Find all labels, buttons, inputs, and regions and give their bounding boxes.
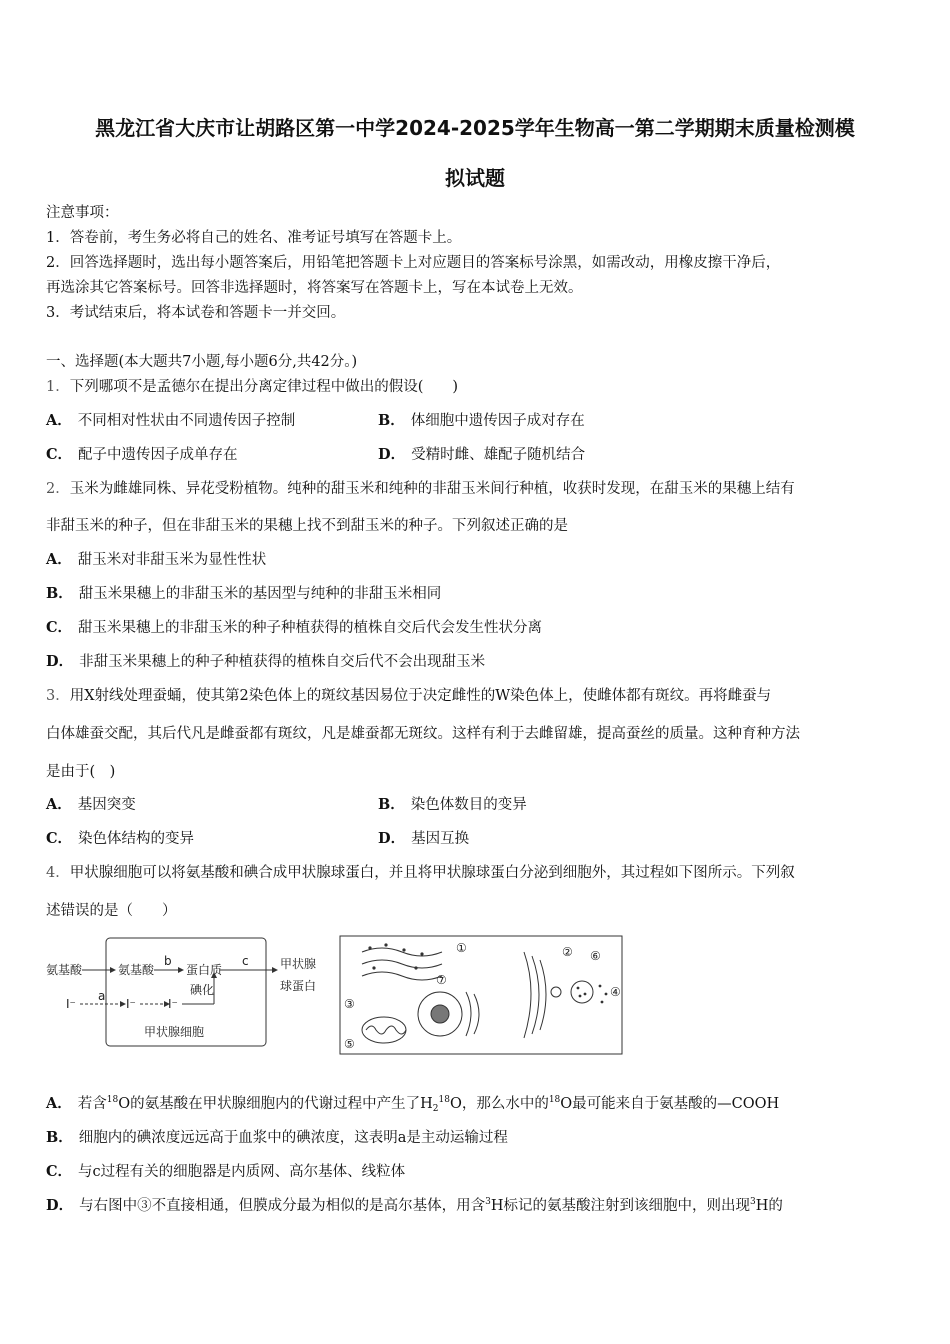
- superscript: 18: [548, 1095, 561, 1105]
- golgi-body: [532, 956, 539, 1034]
- q4-a-text: O的氨基酸在甲状腺细胞内的代谢过程中产生了H: [118, 1096, 433, 1112]
- q3-option-d[interactable]: [378, 829, 469, 849]
- q3-stem-text1: 用X射线处理蚕蛹，使其第2染色体上的斑纹基因易位于决定雌性的W染色体上，使雌体都有斑纹。再将雌蚕与: [69, 688, 772, 704]
- q3-option-c[interactable]: [46, 829, 194, 849]
- q2-option-a[interactable]: [46, 550, 266, 570]
- q2-option-b[interactable]: [46, 584, 441, 604]
- q1-number: 1．: [46, 379, 70, 395]
- option-label: A．: [46, 796, 72, 813]
- option-label: D．: [46, 1197, 74, 1214]
- q1-option-a-text: 不同相对性状由不同遗传因子控制: [77, 413, 296, 429]
- q3-option-a[interactable]: [46, 795, 136, 815]
- q2-option-d[interactable]: [46, 652, 485, 672]
- notes-item-2a: 2．回答选择题时，选出每小题答案后，用铅笔把答题卡上对应题目的答案标号涂黑，如需改动，用橡皮擦干净后，: [46, 255, 781, 271]
- option-label: C．: [46, 446, 73, 463]
- option-label: C．: [46, 1163, 73, 1180]
- q4-option-b[interactable]: [46, 1128, 508, 1148]
- iodide-outside-label: I⁻: [66, 997, 76, 1011]
- amino-acid-outside-label: 氨基酸: [46, 963, 83, 977]
- superscript: 18: [106, 1095, 119, 1105]
- q4-a-text: 若含: [77, 1096, 107, 1112]
- vesicle: [551, 987, 561, 997]
- option-label: A．: [46, 1095, 72, 1112]
- option-label: A．: [46, 412, 72, 429]
- q4-d-text: H的: [755, 1198, 783, 1214]
- label-5: ⑤: [344, 1037, 355, 1051]
- q3-stem-line1: [46, 686, 916, 706]
- q4-d-text: H标记的氨基酸注射到该细胞中，则出现: [490, 1198, 750, 1214]
- q4-option-c-text: 与c过程有关的细胞器是内质网、高尔基体、线粒体: [78, 1164, 406, 1180]
- q3-option-c-text: 染色体结构的变异: [78, 831, 195, 847]
- section-heading: 一、选择题(本大题共7小题,每小题6分,共42分。): [46, 354, 358, 370]
- label-6: ⑥: [590, 949, 601, 963]
- q3-stem-line2: 白体雄蚕交配，其后代凡是雌蚕都有斑纹，凡是雄蚕都无斑纹。这样有利于去雌留雄，提高蚕丝的质量。这种育种方法: [46, 726, 800, 742]
- superscript: 3: [749, 1197, 756, 1207]
- q2-stem-text1: 玉米为雌雄同株、异花受粉植物。纯种的甜玉米和纯种的非甜玉米间行种植，收获时发现，在甜玉米的果穗上结有: [69, 481, 795, 497]
- q4-option-b-text: 细胞内的碘浓度远远高于血浆中的碘浓度，这表明a是主动运输过程: [78, 1130, 508, 1146]
- q3-option-d-text: 基因互换: [411, 831, 470, 847]
- q4-option-c[interactable]: [46, 1162, 405, 1182]
- option-label: D．: [378, 446, 406, 463]
- superscript: 18: [438, 1095, 450, 1105]
- er-membrane: [362, 948, 442, 956]
- exam-title-line2: 拟试题: [445, 166, 505, 190]
- q4-a-text: O最可能来自于氨基酸的—COOH: [560, 1096, 780, 1112]
- iodize-label: 碘化: [190, 983, 215, 997]
- option-label: B．: [378, 796, 405, 813]
- label-7: ⑦: [436, 973, 447, 987]
- protein-label: 蛋白质: [186, 963, 223, 977]
- q4-d-text: 与右图中③不直接相通，但膜成分最为相似的是高尔基体，用含: [79, 1198, 486, 1214]
- iodide-inner-label: I⁻: [168, 997, 178, 1011]
- subscript: 2: [432, 1104, 439, 1114]
- option-label: C．: [46, 619, 73, 636]
- secretory-vesicle: [571, 981, 593, 1003]
- nucleolus: [431, 1005, 449, 1023]
- q4-option-a[interactable]: [46, 1094, 779, 1114]
- step-c-label: c: [242, 954, 249, 968]
- q2-stem-line1: [46, 479, 916, 499]
- q2-option-c[interactable]: [46, 618, 542, 638]
- q2-option-c-text: 甜玉米果穗上的非甜玉米的种子种植获得的植株自交后代会发生性状分离: [78, 620, 543, 636]
- q4-stem-text1: 甲状腺细胞可以将氨基酸和碘合成甲状腺球蛋白，并且将甲状腺球蛋白分泌到细胞外，其过程如下图所示。下列叙: [69, 865, 795, 881]
- q3-number: 3．: [46, 688, 70, 704]
- notes-heading: 注意事项：: [46, 205, 119, 221]
- q1-option-b-text: 体细胞中遗传因子成对存在: [410, 413, 585, 429]
- option-label: D．: [378, 830, 406, 847]
- q1-option-a[interactable]: [46, 411, 295, 431]
- option-label: D．: [46, 653, 74, 670]
- q1-option-d[interactable]: [378, 445, 585, 465]
- option-label: B．: [46, 1129, 73, 1146]
- notes-item-2b: 再选涂其它答案标号。回答非选择题时，将答案写在答题卡上，写在本试卷上无效。: [46, 280, 583, 296]
- q4-stem-line2: 述错误的是（ ）: [46, 903, 177, 919]
- q4-option-d[interactable]: [46, 1196, 783, 1216]
- mitochondrion-cristae: [366, 1026, 406, 1034]
- q3-option-b[interactable]: [378, 795, 527, 815]
- q4-a-text: O，那么水中的: [449, 1096, 549, 1112]
- exam-title-line1: 黑龙江省大庆市让胡路区第一中学2024-2025学年生物高一第二学期期末质量检测模: [95, 116, 855, 140]
- q2-option-a-text: 甜玉米对非甜玉米为显性性状: [77, 552, 267, 568]
- q4-number: 4．: [46, 865, 70, 881]
- q1-stem: [46, 377, 916, 397]
- q1-stem-text: 下列哪项不是孟德尔在提出分离定律过程中做出的假设( ): [69, 379, 459, 395]
- q2-option-d-text: 非甜玉米果穗上的种子种植获得的植株自交后代不会出现甜玉米: [79, 654, 486, 670]
- step-b-label: b: [164, 954, 172, 968]
- notes-item-1: 1．答卷前，考生务必将自己的姓名、准考证号填写在答题卡上。: [46, 230, 462, 246]
- thyroglobulin-label-1: 甲状腺: [280, 957, 317, 971]
- cell-label: 甲状腺细胞: [144, 1025, 205, 1039]
- thyroglobulin-label-2: 球蛋白: [280, 979, 317, 993]
- q3-stem-line3: 是由于( ): [46, 764, 116, 780]
- golgi-body: [540, 960, 546, 1030]
- q3-option-a-text: 基因突变: [77, 797, 136, 813]
- q4-stem-line1: [46, 863, 916, 883]
- step-a-label: a: [98, 989, 106, 1003]
- option-label: B．: [46, 585, 73, 602]
- golgi-body: [524, 952, 531, 1038]
- label-1: ①: [456, 941, 467, 955]
- label-4: ④: [610, 985, 621, 999]
- q1-option-c[interactable]: [46, 445, 238, 465]
- q2-option-b-text: 甜玉米果穗上的非甜玉米的基因型与纯种的非甜玉米相同: [78, 586, 442, 602]
- superscript: 3: [485, 1197, 491, 1207]
- iodide-inside-label: I⁻: [126, 997, 136, 1011]
- golgi-stack: [466, 992, 471, 1036]
- label-2: ②: [562, 945, 573, 959]
- q2-stem-line2: 非甜玉米的种子，但在非甜玉米的果穗上找不到甜玉米的种子。下列叙述正确的是: [46, 518, 568, 534]
- amino-acid-inside-label: 氨基酸: [118, 963, 155, 977]
- q3-option-b-text: 染色体数目的变异: [410, 797, 527, 813]
- thyroid-cell-figure: [44, 932, 624, 1058]
- q2-number: 2．: [46, 481, 70, 497]
- q1-option-b[interactable]: [378, 411, 585, 431]
- mitochondrion: [362, 1017, 406, 1043]
- option-label: A．: [46, 551, 72, 568]
- notes-item-3: 3．考试结束后，将本试卷和答题卡一并交回。: [46, 305, 346, 321]
- q1-option-c-text: 配子中遗传因子成单存在: [78, 447, 238, 463]
- golgi-stack: [474, 994, 479, 1034]
- q1-option-d-text: 受精时雌、雄配子随机结合: [411, 447, 586, 463]
- flow-labels: [46, 954, 316, 1039]
- er-membrane: [362, 972, 442, 980]
- option-label: B．: [378, 412, 405, 429]
- option-label: C．: [46, 830, 73, 847]
- label-3: ③: [344, 997, 355, 1011]
